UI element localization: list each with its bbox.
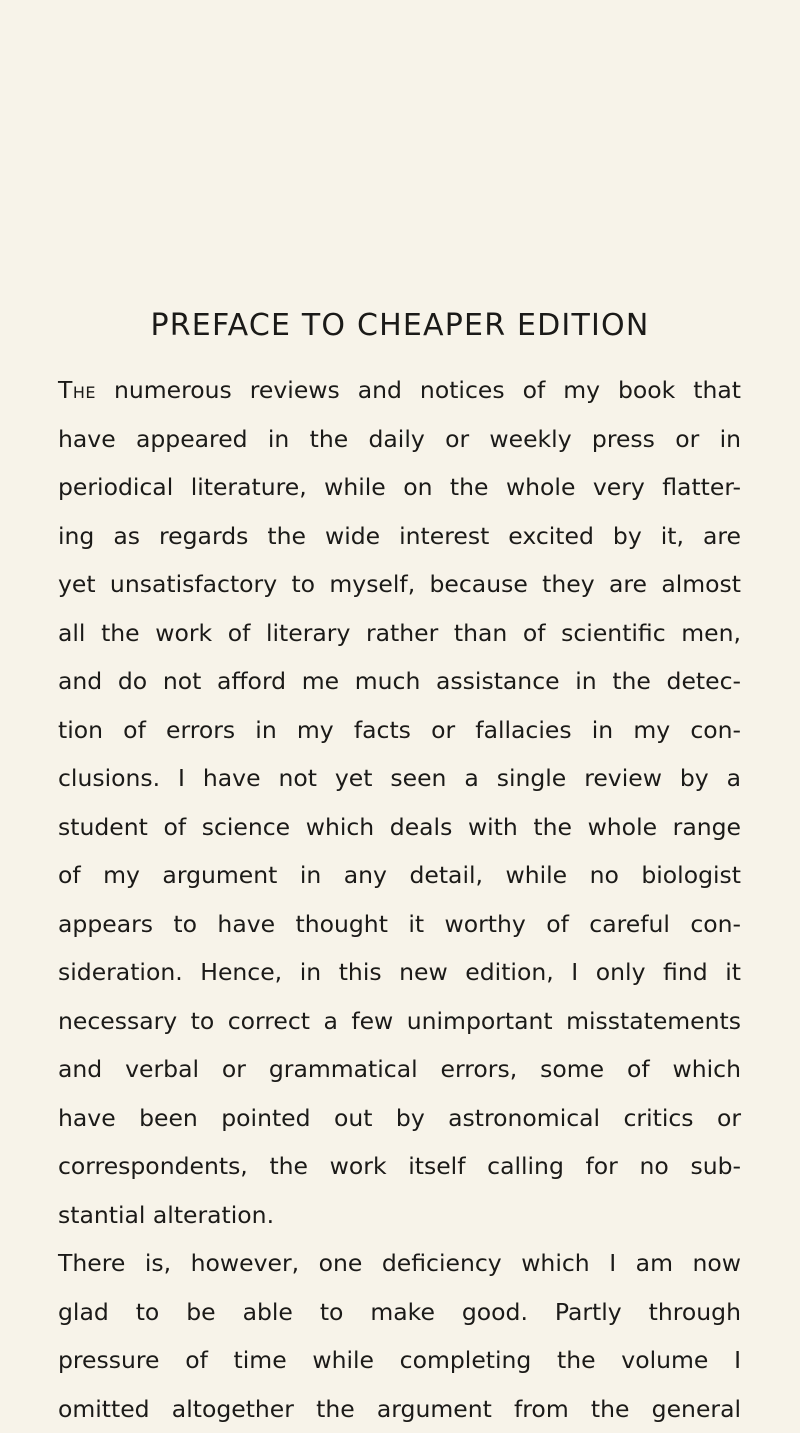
text-line-rest: numerous reviews and notices of my book that <box>96 376 741 404</box>
text-line: all the work of literary rather than of scientific men, <box>58 609 741 658</box>
text-line: and do not afford me much assistance in the detec- <box>58 657 741 706</box>
text-line: appears to have thought it worthy of careful con- <box>58 900 741 949</box>
text-line: correspondents, the work itself calling for no sub- <box>58 1142 741 1191</box>
text-line: yet unsatisfactory to myself, because they are almost <box>58 560 741 609</box>
text-line: There is, however, one deficiency which I am now <box>58 1239 741 1288</box>
text-line: student of science which deals with the whole range <box>58 803 741 852</box>
preface-body <box>58 366 741 1433</box>
text-line: periodical literature, while on the whole very flatter- <box>58 463 741 512</box>
text-line: glad to be able to make good. Partly through <box>58 1288 741 1337</box>
text-line: omitted altogether the argument from the general <box>58 1385 741 1433</box>
text-line: stantial alteration. <box>58 1191 741 1240</box>
text-line: sideration. Hence, in this new edition, I only find it <box>58 948 741 997</box>
text-line: have been pointed out by astronomical critics or <box>58 1094 741 1143</box>
text-line: have appeared in the daily or weekly press or in <box>58 415 741 464</box>
lead-word: The <box>58 376 96 404</box>
text-line: necessary to correct a few unimportant misstatements <box>58 997 741 1046</box>
text-line: of my argument in any detail, while no biologist <box>58 851 741 900</box>
preface-heading: PREFACE TO CHEAPER EDITION <box>0 308 800 343</box>
text-line: ing as regards the wide interest excited by it, are <box>58 512 741 561</box>
text-line <box>58 366 741 415</box>
text-line: pressure of time while completing the volume I <box>58 1336 741 1385</box>
text-line: and verbal or grammatical errors, some of which <box>58 1045 741 1094</box>
text-line: tion of errors in my facts or fallacies in my con- <box>58 706 741 755</box>
text-line: clusions. I have not yet seen a single review by a <box>58 754 741 803</box>
